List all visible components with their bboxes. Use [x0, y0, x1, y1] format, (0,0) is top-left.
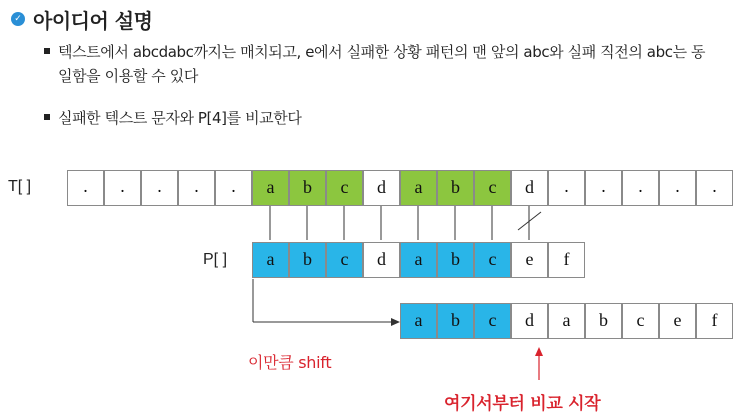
text-cell: a [252, 170, 289, 206]
bullet-square-icon [44, 48, 50, 54]
text-cell: c [474, 170, 511, 206]
pattern-cell: d [363, 242, 400, 278]
text-cell: . [659, 170, 696, 206]
shifted-pattern-cell: e [659, 303, 696, 339]
shift-arrow-head [391, 318, 400, 326]
text-cell: . [178, 170, 215, 206]
pattern-cell: b [437, 242, 474, 278]
pattern-cell: e [511, 242, 548, 278]
shift-amount-label: 이만큼 shift [248, 353, 332, 372]
page-title: 아이디어 설명 [33, 8, 153, 33]
bullet-square-icon [44, 114, 50, 120]
mismatch-slash [518, 212, 541, 230]
pattern-cell: b [289, 242, 326, 278]
pattern-cell: a [400, 242, 437, 278]
pattern-cell: c [326, 242, 363, 278]
shifted-pattern-cell: c [622, 303, 659, 339]
bullet-text: 텍스트에서 abcdabc까지는 매치되고, e에서 실패한 상황 패턴의 맨 앞의 abc와 실패 직전의 abc는 동일함을 이용할 수 있다 [58, 43, 706, 85]
shifted-pattern-cell: c [474, 303, 511, 339]
text-cell: a [400, 170, 437, 206]
check-circle-icon: ✓ [11, 12, 25, 26]
text-cell: . [622, 170, 659, 206]
pattern-array-label: P[ ] [203, 251, 228, 268]
pattern-cell: f [548, 242, 585, 278]
shifted-pattern-cell: b [585, 303, 622, 339]
text-cell: . [548, 170, 585, 206]
bullet-item [44, 40, 718, 88]
text-cell: d [511, 170, 548, 206]
compare-start-label: 여기서부터 비교 시작 [444, 394, 601, 414]
text-array-label: T[ ] [8, 178, 32, 195]
text-cell: b [289, 170, 326, 206]
shifted-pattern-cell: d [511, 303, 548, 339]
pattern-cell: a [252, 242, 289, 278]
text-cell: . [215, 170, 252, 206]
shifted-pattern-cell: f [696, 303, 733, 339]
shifted-pattern-cell: b [437, 303, 474, 339]
bullet-item [44, 106, 718, 130]
pattern-cell: c [474, 242, 511, 278]
shifted-pattern-cell: a [400, 303, 437, 339]
text-cell: . [104, 170, 141, 206]
text-cell: d [363, 170, 400, 206]
text-cell: . [67, 170, 104, 206]
text-cell: . [141, 170, 178, 206]
start-arrow-head [535, 347, 543, 356]
text-cell: b [437, 170, 474, 206]
text-cell: c [326, 170, 363, 206]
shifted-pattern-cell: a [548, 303, 585, 339]
text-cell: . [585, 170, 622, 206]
text-cell: . [696, 170, 733, 206]
bullet-text: 실패한 텍스트 문자와 P[4]를 비교한다 [58, 109, 302, 127]
title-row [11, 4, 152, 34]
